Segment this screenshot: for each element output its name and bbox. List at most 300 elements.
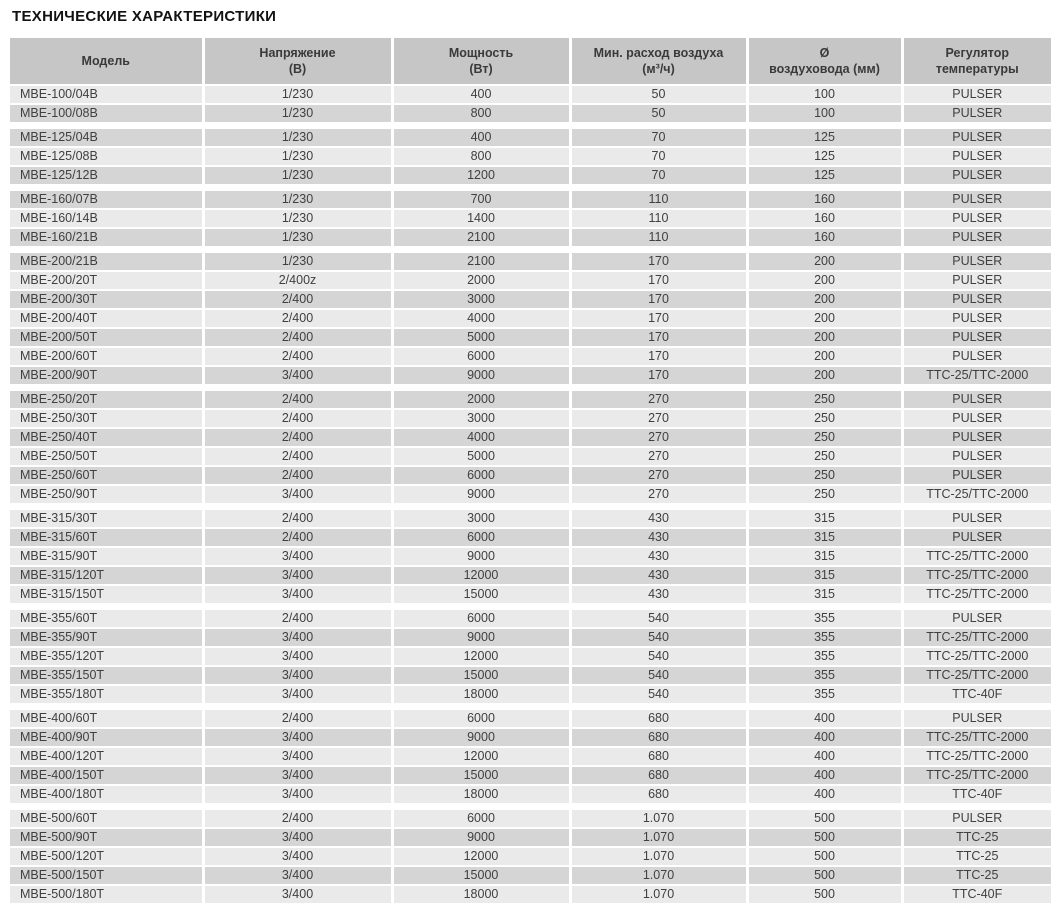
model-cell: MBE-500/60T xyxy=(10,810,203,828)
value-cell: TTC-40F xyxy=(902,885,1051,904)
table-row xyxy=(10,810,1051,828)
value-cell: 1/230 xyxy=(203,166,392,185)
value-cell: 250 xyxy=(747,409,902,428)
value-cell: PULSER xyxy=(902,228,1051,247)
value-cell: 110 xyxy=(570,209,747,228)
value-cell: TTC-25/TTC-2000 xyxy=(902,766,1051,785)
value-cell: 200 xyxy=(747,253,902,271)
value-cell: 315 xyxy=(747,566,902,585)
value-cell: TTC-25/TTC-2000 xyxy=(902,628,1051,647)
value-cell: 6000 xyxy=(392,710,570,728)
value-cell: 2000 xyxy=(392,391,570,409)
value-cell: 1.070 xyxy=(570,885,747,904)
model-cell: MBE-250/50T xyxy=(10,447,203,466)
table-row xyxy=(10,409,1051,428)
value-cell: TTC-40F xyxy=(902,685,1051,704)
model-cell: MBE-315/60T xyxy=(10,528,203,547)
value-cell: PULSER xyxy=(902,347,1051,366)
value-cell: 500 xyxy=(747,828,902,847)
table-row xyxy=(10,666,1051,685)
value-cell: PULSER xyxy=(902,191,1051,209)
value-cell: TTC-25/TTC-2000 xyxy=(902,547,1051,566)
value-cell: TTC-40F xyxy=(902,785,1051,804)
value-cell: 3/400 xyxy=(203,828,392,847)
table-row xyxy=(10,847,1051,866)
header-line1: Ø xyxy=(819,46,830,60)
model-cell: MBE-125/04B xyxy=(10,129,203,147)
value-cell: PULSER xyxy=(902,610,1051,628)
value-cell: PULSER xyxy=(902,528,1051,547)
model-cell: MBE-200/50T xyxy=(10,328,203,347)
value-cell: PULSER xyxy=(902,309,1051,328)
value-cell: 400 xyxy=(747,710,902,728)
header-line2: (Вт) xyxy=(469,62,493,76)
value-cell: TTC-25/TTC-2000 xyxy=(902,747,1051,766)
value-cell: 15000 xyxy=(392,866,570,885)
value-cell: 250 xyxy=(747,391,902,409)
table-row xyxy=(10,228,1051,247)
value-cell: 270 xyxy=(570,409,747,428)
value-cell: 680 xyxy=(570,766,747,785)
table-row xyxy=(10,685,1051,704)
value-cell: 9000 xyxy=(392,366,570,385)
value-cell: 18000 xyxy=(392,885,570,904)
model-cell: MBE-355/150T xyxy=(10,666,203,685)
value-cell: 1.070 xyxy=(570,828,747,847)
table-row xyxy=(10,347,1051,366)
value-cell: 500 xyxy=(747,810,902,828)
header-cell-4 xyxy=(747,38,902,85)
table-row xyxy=(10,485,1051,504)
value-cell: 2100 xyxy=(392,253,570,271)
value-cell: 4000 xyxy=(392,309,570,328)
value-cell: 680 xyxy=(570,747,747,766)
value-cell: 3/400 xyxy=(203,366,392,385)
table-header xyxy=(10,38,1051,85)
value-cell: 1.070 xyxy=(570,810,747,828)
value-cell: 2/400 xyxy=(203,447,392,466)
table-row xyxy=(10,828,1051,847)
table-row xyxy=(10,728,1051,747)
table-row xyxy=(10,510,1051,528)
value-cell: 15000 xyxy=(392,666,570,685)
value-cell: 9000 xyxy=(392,485,570,504)
value-cell: 430 xyxy=(570,547,747,566)
value-cell: PULSER xyxy=(902,466,1051,485)
value-cell: 270 xyxy=(570,466,747,485)
value-cell: TTC-25 xyxy=(902,847,1051,866)
table-row xyxy=(10,466,1051,485)
value-cell: 4000 xyxy=(392,428,570,447)
value-cell: 400 xyxy=(392,85,570,104)
header-cell-3 xyxy=(570,38,747,85)
table-row xyxy=(10,328,1051,347)
value-cell: 355 xyxy=(747,685,902,704)
value-cell: 9000 xyxy=(392,628,570,647)
value-cell: 355 xyxy=(747,666,902,685)
value-cell: 2/400 xyxy=(203,528,392,547)
value-cell: 12000 xyxy=(392,647,570,666)
value-cell: 170 xyxy=(570,309,747,328)
value-cell: PULSER xyxy=(902,253,1051,271)
value-cell: 160 xyxy=(747,191,902,209)
header-cell-1 xyxy=(203,38,392,85)
value-cell: 9000 xyxy=(392,728,570,747)
value-cell: 125 xyxy=(747,129,902,147)
value-cell: 3000 xyxy=(392,409,570,428)
value-cell: 400 xyxy=(747,728,902,747)
table-row xyxy=(10,747,1051,766)
value-cell: 125 xyxy=(747,147,902,166)
value-cell: PULSER xyxy=(902,710,1051,728)
value-cell: 800 xyxy=(392,104,570,123)
value-cell: 125 xyxy=(747,166,902,185)
value-cell: 400 xyxy=(747,747,902,766)
value-cell: 315 xyxy=(747,547,902,566)
table-row xyxy=(10,271,1051,290)
header-line1: Мин. расход воздуха xyxy=(593,46,724,60)
value-cell: 70 xyxy=(570,166,747,185)
header-line2: (м³/ч) xyxy=(642,62,675,76)
value-cell: 250 xyxy=(747,428,902,447)
value-cell: 170 xyxy=(570,328,747,347)
value-cell: 3/400 xyxy=(203,766,392,785)
model-cell: MBE-400/60T xyxy=(10,710,203,728)
header-cell-0 xyxy=(10,38,203,85)
value-cell: PULSER xyxy=(902,166,1051,185)
value-cell: 12000 xyxy=(392,566,570,585)
value-cell: 250 xyxy=(747,447,902,466)
model-cell: MBE-250/40T xyxy=(10,428,203,447)
value-cell: 2/400 xyxy=(203,309,392,328)
value-cell: 170 xyxy=(570,290,747,309)
value-cell: 2/400 xyxy=(203,428,392,447)
value-cell: 170 xyxy=(570,366,747,385)
model-cell: MBE-400/120T xyxy=(10,747,203,766)
value-cell: TTC-25/TTC-2000 xyxy=(902,366,1051,385)
table-row xyxy=(10,585,1051,604)
value-cell: 355 xyxy=(747,610,902,628)
value-cell: PULSER xyxy=(902,510,1051,528)
value-cell: 270 xyxy=(570,447,747,466)
value-cell: PULSER xyxy=(902,328,1051,347)
value-cell: PULSER xyxy=(902,271,1051,290)
value-cell: 160 xyxy=(747,209,902,228)
value-cell: 430 xyxy=(570,528,747,547)
table-row xyxy=(10,191,1051,209)
value-cell: 9000 xyxy=(392,547,570,566)
value-cell: 500 xyxy=(747,885,902,904)
value-cell: 1200 xyxy=(392,166,570,185)
value-cell: 3000 xyxy=(392,290,570,309)
value-cell: 355 xyxy=(747,628,902,647)
value-cell: 400 xyxy=(747,766,902,785)
value-cell: 500 xyxy=(747,847,902,866)
value-cell: TTC-25/TTC-2000 xyxy=(902,647,1051,666)
value-cell: 1.070 xyxy=(570,866,747,885)
page-title: ТЕХНИЧЕСКИЕ ХАРАКТЕРИСТИКИ xyxy=(12,8,277,25)
value-cell: 200 xyxy=(747,366,902,385)
value-cell: 3/400 xyxy=(203,885,392,904)
value-cell: 3/400 xyxy=(203,485,392,504)
value-cell: 3000 xyxy=(392,510,570,528)
table-row xyxy=(10,209,1051,228)
value-cell: PULSER xyxy=(902,447,1051,466)
model-cell: MBE-100/08B xyxy=(10,104,203,123)
value-cell: 170 xyxy=(570,347,747,366)
value-cell: TTC-25/TTC-2000 xyxy=(902,485,1051,504)
value-cell: 250 xyxy=(747,466,902,485)
model-cell: MBE-160/14B xyxy=(10,209,203,228)
value-cell: PULSER xyxy=(902,428,1051,447)
model-cell: MBE-400/90T xyxy=(10,728,203,747)
value-cell: 50 xyxy=(570,104,747,123)
value-cell: 1/230 xyxy=(203,147,392,166)
value-cell: 12000 xyxy=(392,747,570,766)
value-cell: 540 xyxy=(570,610,747,628)
value-cell: 2/400 xyxy=(203,810,392,828)
value-cell: 3/400 xyxy=(203,666,392,685)
table-row xyxy=(10,710,1051,728)
model-cell: MBE-500/150T xyxy=(10,866,203,885)
table-row xyxy=(10,628,1051,647)
value-cell: 2/400 xyxy=(203,710,392,728)
value-cell: TTC-25/TTC-2000 xyxy=(902,666,1051,685)
table-row xyxy=(10,647,1051,666)
header-line2: (В) xyxy=(288,62,307,76)
value-cell: 430 xyxy=(570,510,747,528)
model-cell: MBE-200/20T xyxy=(10,271,203,290)
value-cell: 9000 xyxy=(392,828,570,847)
table-row xyxy=(10,528,1051,547)
table-row xyxy=(10,547,1051,566)
model-cell: MBE-355/90T xyxy=(10,628,203,647)
value-cell: 6000 xyxy=(392,466,570,485)
model-cell: MBE-355/180T xyxy=(10,685,203,704)
header-line1: Регулятор xyxy=(945,46,1009,60)
model-cell: MBE-200/21B xyxy=(10,253,203,271)
header-line2: температуры xyxy=(935,62,1019,76)
value-cell: TTC-25/TTC-2000 xyxy=(902,566,1051,585)
table-row xyxy=(10,566,1051,585)
value-cell: 430 xyxy=(570,566,747,585)
value-cell: 540 xyxy=(570,685,747,704)
value-cell: 6000 xyxy=(392,610,570,628)
value-cell: 3/400 xyxy=(203,747,392,766)
value-cell: TTC-25 xyxy=(902,866,1051,885)
value-cell: 70 xyxy=(570,147,747,166)
value-cell: 680 xyxy=(570,785,747,804)
value-cell: 2/400 xyxy=(203,510,392,528)
header-line2: воздуховода (мм) xyxy=(769,62,880,76)
table-row xyxy=(10,253,1051,271)
value-cell: 355 xyxy=(747,647,902,666)
value-cell: 680 xyxy=(570,728,747,747)
value-cell: 200 xyxy=(747,271,902,290)
value-cell: 160 xyxy=(747,228,902,247)
model-cell: MBE-400/180T xyxy=(10,785,203,804)
value-cell: PULSER xyxy=(902,104,1051,123)
value-cell: PULSER xyxy=(902,409,1051,428)
value-cell: 430 xyxy=(570,585,747,604)
table-row xyxy=(10,447,1051,466)
model-cell: MBE-315/120T xyxy=(10,566,203,585)
value-cell: 540 xyxy=(570,647,747,666)
model-cell: MBE-200/60T xyxy=(10,347,203,366)
value-cell: 2100 xyxy=(392,228,570,247)
table-row xyxy=(10,766,1051,785)
value-cell: 3/400 xyxy=(203,685,392,704)
value-cell: 100 xyxy=(747,85,902,104)
model-cell: MBE-250/90T xyxy=(10,485,203,504)
table-row xyxy=(10,309,1051,328)
table-row xyxy=(10,428,1051,447)
model-cell: MBE-125/08B xyxy=(10,147,203,166)
value-cell: TTC-25/TTC-2000 xyxy=(902,728,1051,747)
model-cell: MBE-250/30T xyxy=(10,409,203,428)
header-line1: Напряжение xyxy=(259,46,336,60)
value-cell: 2/400 xyxy=(203,328,392,347)
model-cell: MBE-160/21B xyxy=(10,228,203,247)
value-cell: 110 xyxy=(570,228,747,247)
value-cell: 270 xyxy=(570,391,747,409)
model-cell: MBE-500/180T xyxy=(10,885,203,904)
value-cell: 3/400 xyxy=(203,585,392,604)
model-cell: MBE-315/30T xyxy=(10,510,203,528)
table-row xyxy=(10,166,1051,185)
value-cell: 100 xyxy=(747,104,902,123)
value-cell: 6000 xyxy=(392,810,570,828)
value-cell: PULSER xyxy=(902,129,1051,147)
value-cell: 110 xyxy=(570,191,747,209)
value-cell: 50 xyxy=(570,85,747,104)
header-line1: Мощность xyxy=(448,46,514,60)
value-cell: PULSER xyxy=(902,147,1051,166)
value-cell: 1/230 xyxy=(203,209,392,228)
value-cell: 15000 xyxy=(392,585,570,604)
value-cell: 18000 xyxy=(392,785,570,804)
value-cell: 6000 xyxy=(392,528,570,547)
value-cell: 200 xyxy=(747,328,902,347)
header-line1: Модель xyxy=(81,54,130,68)
value-cell: 12000 xyxy=(392,847,570,866)
model-cell: MBE-315/90T xyxy=(10,547,203,566)
value-cell: 3/400 xyxy=(203,566,392,585)
model-cell: MBE-160/07B xyxy=(10,191,203,209)
value-cell: 400 xyxy=(392,129,570,147)
table-row xyxy=(10,785,1051,804)
model-cell: MBE-250/60T xyxy=(10,466,203,485)
model-cell: MBE-250/20T xyxy=(10,391,203,409)
value-cell: 540 xyxy=(570,628,747,647)
value-cell: 3/400 xyxy=(203,728,392,747)
table-row xyxy=(10,391,1051,409)
value-cell: 2/400 xyxy=(203,290,392,309)
table-row xyxy=(10,85,1051,104)
table-row xyxy=(10,866,1051,885)
value-cell: 3/400 xyxy=(203,628,392,647)
value-cell: 3/400 xyxy=(203,547,392,566)
model-cell: MBE-100/04B xyxy=(10,85,203,104)
value-cell: 315 xyxy=(747,585,902,604)
value-cell: PULSER xyxy=(902,391,1051,409)
value-cell: 200 xyxy=(747,309,902,328)
value-cell: 1/230 xyxy=(203,228,392,247)
value-cell: TTC-25 xyxy=(902,828,1051,847)
value-cell: 3/400 xyxy=(203,866,392,885)
table-row xyxy=(10,610,1051,628)
value-cell: 400 xyxy=(747,785,902,804)
value-cell: 70 xyxy=(570,129,747,147)
value-cell: TTC-25/TTC-2000 xyxy=(902,585,1051,604)
header-cell-5 xyxy=(902,38,1051,85)
value-cell: 15000 xyxy=(392,766,570,785)
specifications-table xyxy=(10,38,1051,905)
value-cell: 2/400 xyxy=(203,409,392,428)
value-cell: PULSER xyxy=(902,85,1051,104)
value-cell: 2000 xyxy=(392,271,570,290)
model-cell: MBE-400/150T xyxy=(10,766,203,785)
header-cell-2 xyxy=(392,38,570,85)
value-cell: 250 xyxy=(747,485,902,504)
value-cell: 2/400 xyxy=(203,347,392,366)
value-cell: 680 xyxy=(570,710,747,728)
table-row xyxy=(10,290,1051,309)
value-cell: 1.070 xyxy=(570,847,747,866)
model-cell: MBE-355/120T xyxy=(10,647,203,666)
value-cell: 18000 xyxy=(392,685,570,704)
model-cell: MBE-500/90T xyxy=(10,828,203,847)
value-cell: 3/400 xyxy=(203,647,392,666)
value-cell: 700 xyxy=(392,191,570,209)
table-row xyxy=(10,885,1051,904)
value-cell: 170 xyxy=(570,253,747,271)
value-cell: 800 xyxy=(392,147,570,166)
value-cell: 540 xyxy=(570,666,747,685)
value-cell: 270 xyxy=(570,485,747,504)
value-cell: 6000 xyxy=(392,347,570,366)
value-cell: 315 xyxy=(747,510,902,528)
value-cell: 500 xyxy=(747,866,902,885)
value-cell: 270 xyxy=(570,428,747,447)
value-cell: PULSER xyxy=(902,810,1051,828)
value-cell: 1400 xyxy=(392,209,570,228)
model-cell: MBE-200/90T xyxy=(10,366,203,385)
value-cell: 1/230 xyxy=(203,85,392,104)
value-cell: 5000 xyxy=(392,447,570,466)
value-cell: 1/230 xyxy=(203,104,392,123)
value-cell: 1/230 xyxy=(203,253,392,271)
value-cell: PULSER xyxy=(902,209,1051,228)
value-cell: 170 xyxy=(570,271,747,290)
table-row xyxy=(10,366,1051,385)
value-cell: PULSER xyxy=(902,290,1051,309)
value-cell: 1/230 xyxy=(203,129,392,147)
value-cell: 3/400 xyxy=(203,785,392,804)
value-cell: 315 xyxy=(747,528,902,547)
value-cell: 2/400 xyxy=(203,610,392,628)
model-cell: MBE-500/120T xyxy=(10,847,203,866)
table-row xyxy=(10,129,1051,147)
value-cell: 2/400 xyxy=(203,391,392,409)
model-cell: MBE-355/60T xyxy=(10,610,203,628)
model-cell: MBE-315/150T xyxy=(10,585,203,604)
model-cell: MBE-200/30T xyxy=(10,290,203,309)
value-cell: 200 xyxy=(747,347,902,366)
table-row xyxy=(10,147,1051,166)
value-cell: 2/400z xyxy=(203,271,392,290)
value-cell: 2/400 xyxy=(203,466,392,485)
